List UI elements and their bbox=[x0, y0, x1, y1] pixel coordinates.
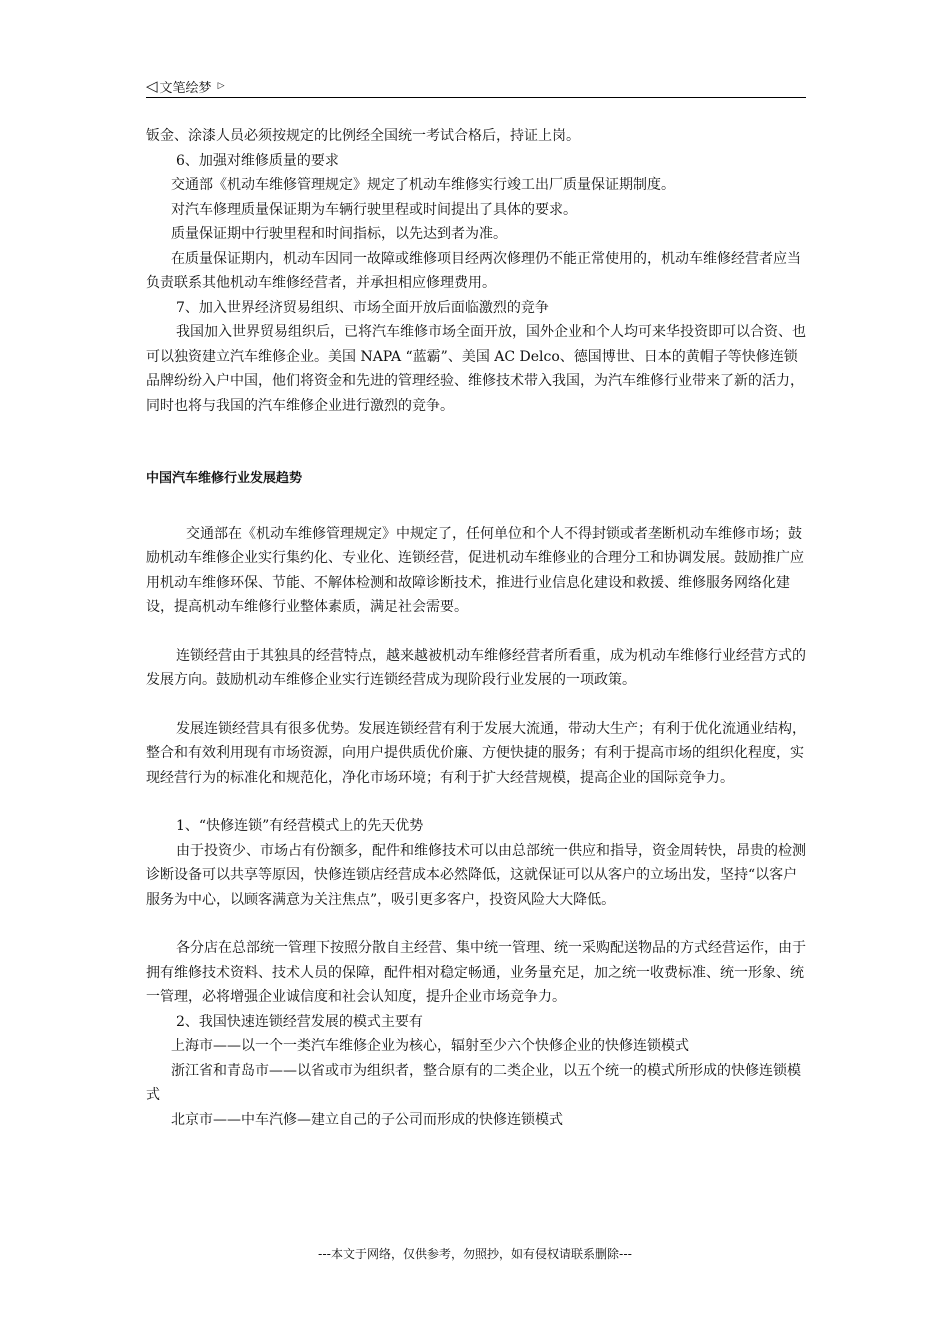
paragraph: 在质量保证期内，机动车因同一故障或维修项目经两次修理仍不能正常使用的，机动车维修经营者应当负责联系其他机动车维修经营者，并承担相应修理费用。 bbox=[146, 250, 801, 291]
section-heading: 6、加强对维修质量的要求 bbox=[176, 152, 339, 169]
paragraph: 发展连锁经营具有很多优势。发展连锁经营有利于发展大流通，带动大生产；有利于优化流通业结构，整合和有效利用现有市场资源，向用户提供质优价廉、方便快捷的服务；有利于提高市场的组织化程度，实现经营行为的标准化和规范化，净化市场环境；有利于扩大经营规模，提高企业的国际竞争力。 bbox=[146, 720, 806, 786]
header-title: 文笔绘梦 bbox=[159, 80, 212, 96]
page-footer: ---本文于网络，仅供参考，勿照抄，如有侵权请联系删除--- bbox=[318, 1247, 632, 1261]
paragraph: 连锁经营由于其独具的经营特点，越来越被机动车维修经营者所看重，成为机动车维修行业经营方式的发展方向。鼓励机动车维修企业实行连锁经营成为现阶段行业发展的一项政策。 bbox=[146, 647, 806, 688]
paragraph: 交通部《机动车维修管理规定》规定了机动车维修实行竣工出厂质量保证期制度。 bbox=[171, 177, 675, 193]
section-heading: 7、加入世界经济贸易组织、市场全面开放后面临激烈的竞争 bbox=[176, 299, 549, 316]
article-title: 中国汽车维修行业发展趋势 bbox=[146, 471, 303, 486]
paragraph: 各分店在总部统一管理下按照分散自主经营、集中统一管理、统一采购配送物品的方式经营运作，由于拥有维修技术资料、技术人员的保障，配件相对稳定畅通，业务量充足，加之统一收费标准、统一形象、统一管理，必将增强企业诚信度和社会认知度，提升企业市场竞争力。 bbox=[146, 940, 806, 1005]
paragraph: 钣金、涂漆人员必须按规定的比例经全国统一考试合格后，持证上岗。 bbox=[146, 128, 580, 144]
paragraph: 质量保证期中行驶里程和时间指标，以先达到者为准。 bbox=[171, 226, 507, 242]
section-heading: 1、“快修连锁”有经营模式上的先天优势 bbox=[176, 818, 424, 834]
paragraph: 北京市——中车汽修—建立自己的子公司而形成的快修连锁模式 bbox=[171, 1111, 563, 1128]
paragraph: 我国加入世界贸易组织后，已将汽车维修市场全面开放，国外企业和个人均可来华投资即可以合资、也可以独资建立汽车维修企业。美国 NAPA “蓝霸”、美国 AC Delco、德国博世、日本的黄帽子等快修连锁品牌纷纷入户中国，他们将资金和先进的管理经验、维修技术带入我国，为汽车维修行业带来了新的活力，同时也将与我国的汽车维修企业进行激烈的竞争。 bbox=[146, 324, 806, 414]
page-header bbox=[146, 76, 806, 96]
right-triangle-icon: ▷ bbox=[217, 80, 225, 91]
section-heading: 2、我国快速连锁经营发展的模式主要有 bbox=[176, 1013, 423, 1030]
paragraph: 交通部在《机动车维修管理规定》中规定了，任何单位和个人不得封锁或者垄断机动车维修市场；鼓励机动车维修企业实行集约化、专业化、连锁经营，促进机动车维修业的合理分工和协调发展。鼓励推广应用机动车维修环保、节能、不解体检测和故障诊断技术，推进行业信息化建设和救援、维修服务网络化建设，提高机动车维修行业整体素质，满足社会需要。 bbox=[146, 525, 804, 615]
paragraph: 对汽车修理质量保证期为车辆行驶里程或时间提出了具体的要求。 bbox=[171, 201, 577, 218]
document-body bbox=[146, 124, 811, 1132]
header-divider bbox=[146, 97, 806, 98]
paragraph: 由于投资少、市场占有份额多，配件和维修技术可以由总部统一供应和指导，资金周转快，昂贵的检测诊断设备可以共享等原因，快修连锁店经营成本必然降低，这就保证可以从客户的立场出发，坚持“以客户服务为中心，以顾客满意为关注焦点”，吸引更多客户，投资风险大大降低。 bbox=[146, 842, 806, 908]
paragraph: 浙江省和青岛市——以省或市为组织者，整合原有的二类企业，以五个统一的模式所形成的快修连锁模式 bbox=[146, 1062, 801, 1103]
paragraph: 上海市——以一个一类汽车维修企业为核心，辐射至少六个快修企业的快修连锁模式 bbox=[171, 1038, 689, 1054]
left-triangle-icon: ◁ bbox=[146, 76, 158, 95]
